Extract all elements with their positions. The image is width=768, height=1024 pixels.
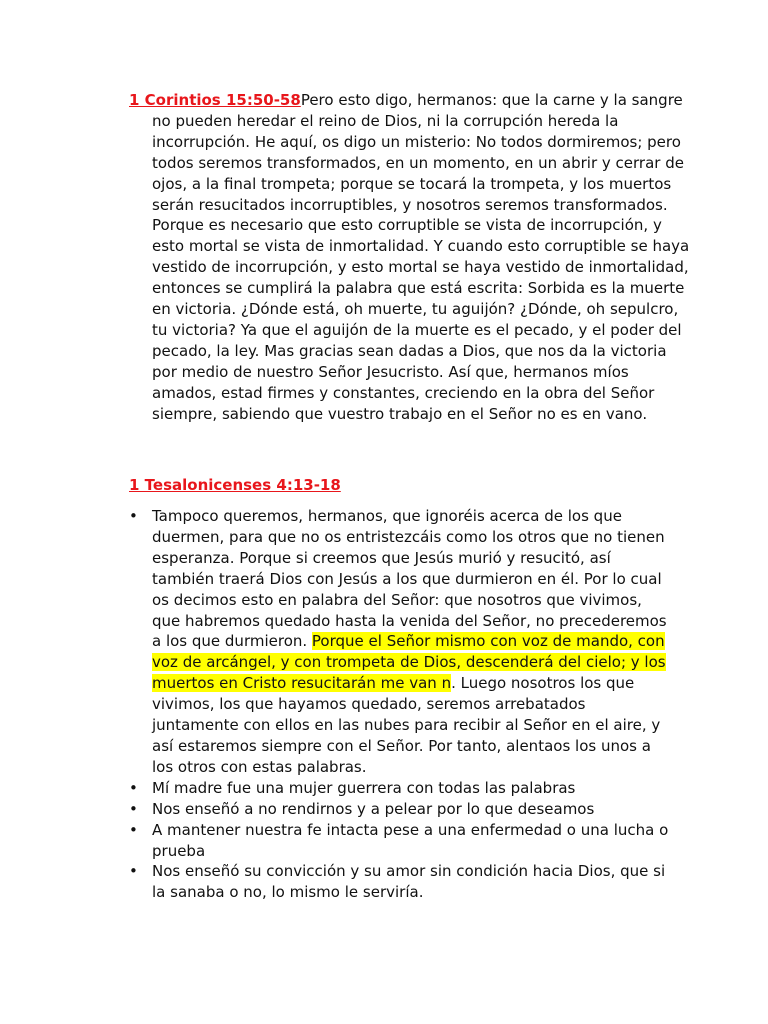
list-item-note-4: [129, 861, 669, 903]
note-text: A mantener nuestra fe intacta pese a una enfermedad o una lucha o prueba: [152, 820, 669, 860]
thessalonians-reference[interactable]: 1 Tesalonicenses 4:13-18: [129, 476, 341, 494]
note-text: Nos enseñó a no rendirnos y a pelear por lo que deseamos: [152, 799, 595, 818]
list-item-passage: [129, 506, 669, 778]
thessalonians-text-after: . Luego nosotros los que vivimos, los que hayamos quedado, seremos arrebatados juntamente con ellos en las nubes para recibir al Señor en el aire, y así estaremos siempre con el Señor. Por tanto, alentaos los unos a los otros con estas palabras.: [152, 674, 661, 776]
bullet-icon: •: [129, 507, 138, 525]
bullet-icon: •: [129, 799, 138, 818]
list-item-note-1: [129, 778, 669, 799]
thessalonians-text-before: Tampoco queremos, hermanos, que ignoréis acerca de los que duermen, para que no os entristezcáis como los otros que no tienen esperanza. Porque si creemos que Jesús murió y resucitó, así también traerá Dios con Jesús a los que durmieron en él. Por lo cual os decimos esto en palabra del Señor: que nosotros que vivimos, que habremos quedado hasta la venida del Señor, no precederemos a los que durmieron.: [152, 507, 667, 651]
note-text: Nos enseñó su convicción y su amor sin condición hacia Dios, que si la sanaba o no, lo mismo le serviría.: [152, 862, 666, 902]
list-item-note-3: [129, 820, 669, 862]
thessalonians-heading: [129, 475, 341, 496]
bullet-icon: •: [129, 862, 138, 881]
corinthians-text: Pero esto digo, hermanos: que la carne y la sangre no pueden heredar el reino de Dios, ni la corrupción hereda la incorrupción. He aquí, os digo un misterio: No todos dormiremos; pero todos seremos transformados, en un momento, en un abrir y cerrar de ojos, a la final trompeta; porque se tocará la trompeta, y los muertos serán resucitados incorruptibles, y nosotros seremos transformados. Porque es necesario que esto corruptible se vista de incorrupción, y esto mortal se vista de inmortalidad. Y cuando esto corruptible se haya vestido de incorrupción, y esto mortal se haya vestido de inmortalidad, entonces se cumplirá la palabra que está escrita: Sorbida es la muerte en victoria. ¿Dónde está, oh muerte, tu aguijón? ¿Dónde, oh sepulcro, tu victoria? Ya que el aguijón de la muerte es el pecado, y el poder del pecado, la ley. Mas gracias sean dadas a Dios, que nos da la victoria por medio de nuestro Señor Jesucristo. Así que, hermanos míos amados, estad firmes y constantes, creciendo en la obra del Señor siempre, sabiendo que vuestro trabajo en el Señor no es en vano.: [152, 91, 690, 423]
bullet-icon: •: [129, 778, 138, 797]
bullet-icon: •: [129, 820, 138, 839]
highlighted-text: Porque el Señor mismo con voz de mando, con voz de arcángel, y con trompeta de Dios, descenderá del cielo; y los muertos en Cristo resucitarán me van n: [152, 632, 666, 693]
list-item-note-2: [129, 799, 669, 820]
bullet-list: [129, 506, 669, 903]
corinthians-paragraph: [129, 90, 692, 425]
corinthians-reference[interactable]: 1 Corintios 15:50-58: [129, 91, 301, 109]
note-text: Mí madre fue una mujer guerrera con todas las palabras: [152, 778, 576, 797]
